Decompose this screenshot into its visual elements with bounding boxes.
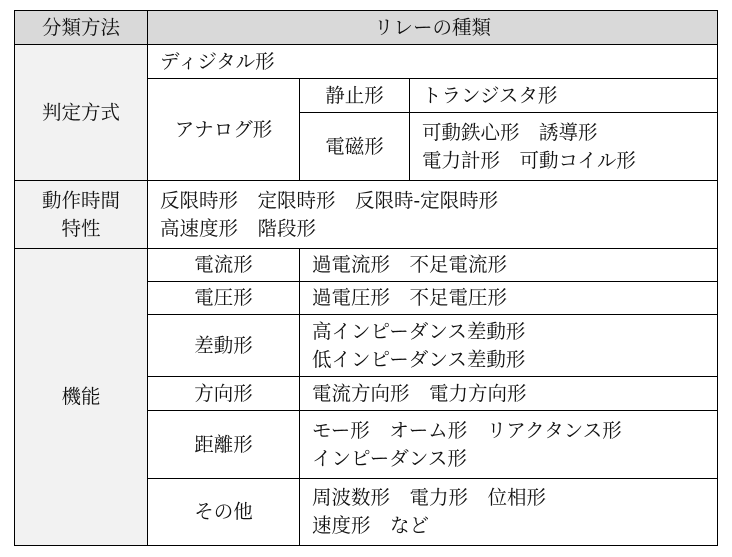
header-row	[15, 11, 718, 45]
em-line-2	[422, 147, 709, 175]
function-line	[312, 484, 709, 512]
category-function: 機能	[15, 249, 148, 546]
row-timing	[15, 181, 718, 249]
timing-line-2	[160, 215, 709, 243]
text-inverse-definite-time: 反限時-定限時形	[355, 188, 499, 212]
cell-electromagnetic-label: 電磁形	[300, 113, 410, 181]
text-induction: 誘導形	[539, 120, 598, 144]
text-ohm: オーム形	[389, 418, 468, 442]
cell-digital: ディジタル形	[148, 45, 718, 79]
function-line	[312, 512, 709, 540]
function-line	[312, 251, 709, 279]
text-power-directional: 電力方向形	[429, 381, 527, 405]
text-definite-time: 定限時形	[257, 188, 336, 212]
cell-static-types: トランジスタ形	[410, 79, 718, 113]
text-overcurrent: 過電流形	[312, 253, 391, 276]
text-current-directional: 電流方向形	[312, 381, 410, 405]
text-reactance: リアクタンス形	[486, 418, 622, 442]
text-phase: 位相形	[487, 486, 547, 509]
text-mho: モー形	[312, 418, 370, 442]
text-frequency: 周波数形	[312, 486, 391, 509]
text-moving-coil: 可動コイル形	[519, 148, 636, 172]
cell-electromagnetic-types	[410, 113, 718, 181]
text-inverse-time: 反限時形	[160, 188, 239, 212]
text-wattmeter: 電力計形	[422, 148, 501, 172]
cell-timing-types	[148, 181, 718, 249]
cell-function-label: 電流形	[148, 249, 300, 282]
timing-line-1	[160, 187, 709, 215]
category-judgment-method: 判定方式	[15, 45, 148, 181]
text-impedance: インピーダンス形	[312, 446, 467, 470]
cell-function-label: 方向形	[148, 377, 300, 411]
text-low-impedance-differential: 低インピーダンス差動形	[312, 347, 526, 371]
header-classification-method: 分類方法	[15, 11, 148, 45]
text-etc: など	[390, 514, 430, 537]
cell-function-label: その他	[148, 479, 300, 546]
text-stepped: 階段形	[257, 216, 317, 240]
cell-function-label: 電圧形	[148, 282, 300, 315]
function-line	[312, 284, 709, 312]
relay-classification-table	[14, 10, 718, 546]
function-line	[312, 417, 709, 445]
cell-function-label: 差動形	[148, 315, 300, 377]
cell-function-types	[300, 377, 718, 411]
header-relay-types: リレーの種類	[148, 11, 718, 45]
category-operating-time	[15, 181, 148, 249]
text-undervoltage: 不足電圧形	[409, 286, 508, 309]
text-high-impedance-differential: 高インピーダンス差動形	[312, 319, 526, 343]
text-overvoltage: 過電圧形	[312, 286, 391, 309]
cell-function-label: 距離形	[148, 411, 300, 479]
cell-analog: アナログ形	[148, 79, 300, 181]
row-current	[15, 249, 718, 282]
row-digital	[15, 45, 718, 79]
em-line-1	[422, 119, 709, 147]
text-moving-iron: 可動鉄心形	[422, 120, 520, 144]
cell-function-types	[300, 282, 718, 315]
function-line	[312, 380, 709, 408]
category-timing-line-1: 動作時間	[41, 188, 120, 212]
text-undercurrent: 不足電流形	[409, 253, 508, 276]
cell-function-types	[300, 479, 718, 546]
text-high-speed: 高速度形	[160, 216, 239, 240]
category-timing-line-2: 特性	[61, 216, 101, 240]
cell-function-types	[300, 411, 718, 479]
text-power: 電力形	[409, 486, 469, 509]
cell-static-label: 静止形	[300, 79, 410, 113]
cell-function-types	[300, 315, 718, 377]
cell-function-types	[300, 249, 718, 282]
text-speed: 速度形	[312, 514, 371, 537]
